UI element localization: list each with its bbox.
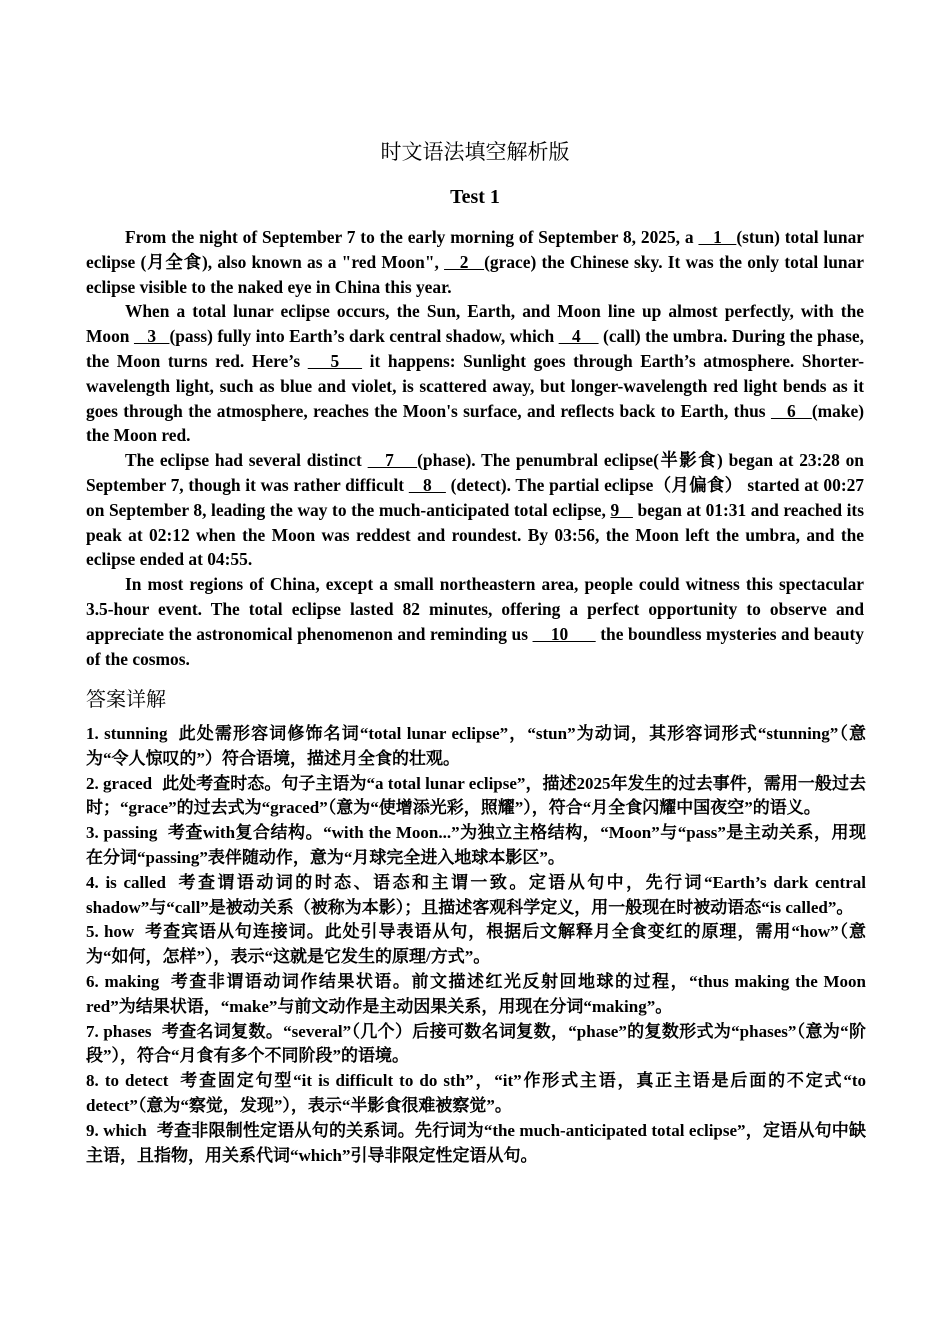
answer-explanation: 考查非限制性定语从句的关系词。先行词为“the much-anticipated total eclipse”，定语从句中缺主语，且指物，用关系代词“which”引导非限定性定语从句。	[86, 1120, 866, 1165]
answer-key: 5. how	[86, 922, 135, 942]
test-heading: Test 1	[450, 186, 500, 208]
answer-blank: 6	[770, 400, 812, 421]
answer-item	[86, 1069, 866, 1119]
answer-blank: 8	[408, 474, 446, 495]
answer-explanation: 此处考查时态。句子主语为“a total lunar eclipse”，描述2025年发生的过去事件，需用一般过去时；“grace”的过去式为“graced”（意为“使增添光彩，照耀”），符合“月全食闪耀中国夜空”的语义。	[86, 773, 866, 818]
answer-blank: 2	[444, 251, 485, 272]
passage-text: (phase). The penumbral eclipse(半影食) began at 23:28 on September 7, though it was rather difficult	[86, 450, 864, 495]
answer-key: 9. which	[86, 1120, 147, 1140]
answer-item	[86, 920, 866, 970]
passage-text: (pass) fully into Earth’s dark central shadow, which	[169, 326, 559, 347]
answer-item	[86, 1119, 866, 1169]
answer-key: 4. is called	[86, 872, 167, 892]
answer-explanation: 考查宾语从句连接词。此处引导表语从句，根据后文解释月全食变红的原理，需用“how”（意为“如何，怎样”），表示“这就是它发生的原理/方式”。	[86, 922, 866, 967]
passage-paragraph	[86, 299, 864, 448]
passage-text: From the night of September 7 to the early morning of September 8, 2025, a	[125, 227, 699, 247]
passage-text: (call) the umbra. During the phase, the Moon turns red. Here’s	[86, 326, 864, 371]
answer-item	[86, 722, 866, 772]
answer-item	[86, 772, 866, 822]
document-title: 时文语法填空解析版	[380, 140, 570, 164]
passage-text: the boundless mysteries and beauty of the cosmos.	[86, 623, 864, 669]
passage-text: The eclipse had several distinct	[125, 450, 368, 471]
answer-key: 1. stunning	[86, 724, 168, 743]
answer-explanation: 此处需形容词修饰名词“total lunar eclipse”，“stun”为动词，其形容词形式“stunning”（意为“令人惊叹的”）符合语境，描述月全食的壮观。	[86, 724, 866, 768]
passage-text: When a total lunar eclipse occurs, the Sun, Earth, and Moon line up almost perfectly, with the Moon	[86, 301, 864, 347]
answer-key: 2. graced	[86, 773, 153, 793]
answer-explanation: 考查固定句型“it is difficult to do sth”，“it”作形式主语，真正主语是后面的不定式“to detect”（意为“察觉，发现”），表示“半影食很难被察觉”。	[86, 1071, 866, 1115]
passage-text: In most regions of China, except a small northeastern area, people could witness this spectacular 3.5-hour event. The total eclipse lasted 82 minutes, offering a perfect opportunity to observe and appreciate the astronomical phenomenon and reminding us	[86, 574, 864, 644]
passage-text: (make) the Moon red.	[86, 400, 865, 446]
passage-paragraph	[86, 225, 864, 299]
passage-text: (grace) the Chinese sky. It was the only total lunar eclipse visible to the naked eye in China this year.	[86, 251, 864, 297]
answer-explanation: 考查非谓语动词作结果状语。前文描述红光反射回地球的过程，“thus making the Moon red”为结果状语，“make”与前文动作是主动因果关系，用现在分词“making”。	[86, 971, 867, 1016]
passage-paragraph	[86, 572, 864, 671]
answer-explanation: 考查with复合结构。“with the Moon...”为独立主格结构，“Moon”与“pass”是主动关系，用现在分词“passing”表伴随动作，意为“月球完全进入地球本影区”。	[86, 823, 866, 867]
answer-key: 3. passing	[86, 823, 158, 843]
answer-key: 8. to detect	[86, 1071, 169, 1091]
answer-key: 6. making	[86, 971, 160, 991]
answer-blank: 10	[532, 623, 596, 644]
answer-blank: 7	[367, 450, 418, 471]
answer-blank: 5	[307, 350, 363, 371]
answer-explanation: 考查名词复数。“several”（几个）后接可数名词复数，“phase”的复数形式为“phases”（意为“阶段”），符合“月食有多个不同阶段”的语境。	[86, 1021, 867, 1066]
passage	[86, 225, 864, 671]
answers-list	[86, 722, 866, 1168]
answer-explanation: 考查谓语动词的时态、语态和主谓一致。定语从句中，先行词“Earth’s dark central shadow”与“call”是被动关系（被称为本影）；且描述客观科学定义，用一般现在时被动语态“is called”。	[86, 872, 866, 917]
passage-paragraph	[86, 448, 864, 572]
answer-item	[86, 871, 866, 921]
answer-blank: 9	[610, 499, 633, 520]
answer-item	[86, 970, 866, 1020]
answer-blank: 1	[698, 227, 737, 247]
passage-text: it happens: Sunlight goes through Earth’s atmosphere. Shorter-wavelength light, such as blue and violet, is scattered away, but longer-wavelength red light bends as it goes through the atmosphere, reaches the Moon's surface, and reflects back to Earth, thus	[86, 350, 864, 421]
answer-key: 7. phases	[86, 1021, 152, 1041]
passage-text: (stun) total lunar eclipse (月全食), also known as a "red Moon",	[86, 227, 864, 272]
passage-text: began at 01:31 and reached its peak at 02:12 when the Moon was reddest and roundest. By 03:56, the Moon left the umbra, and the eclipse ended at 04:55.	[86, 499, 864, 570]
answers-heading: 答案详解	[86, 687, 166, 711]
answer-item	[86, 1020, 866, 1070]
answer-blank: 4	[558, 326, 599, 347]
answer-item	[86, 821, 866, 871]
answer-blank: 3	[133, 326, 170, 347]
passage-text: (detect). The partial eclipse（月偏食） started at 00:27 on September 8, leading the way to the much-anticipated total eclipse,	[86, 474, 864, 520]
